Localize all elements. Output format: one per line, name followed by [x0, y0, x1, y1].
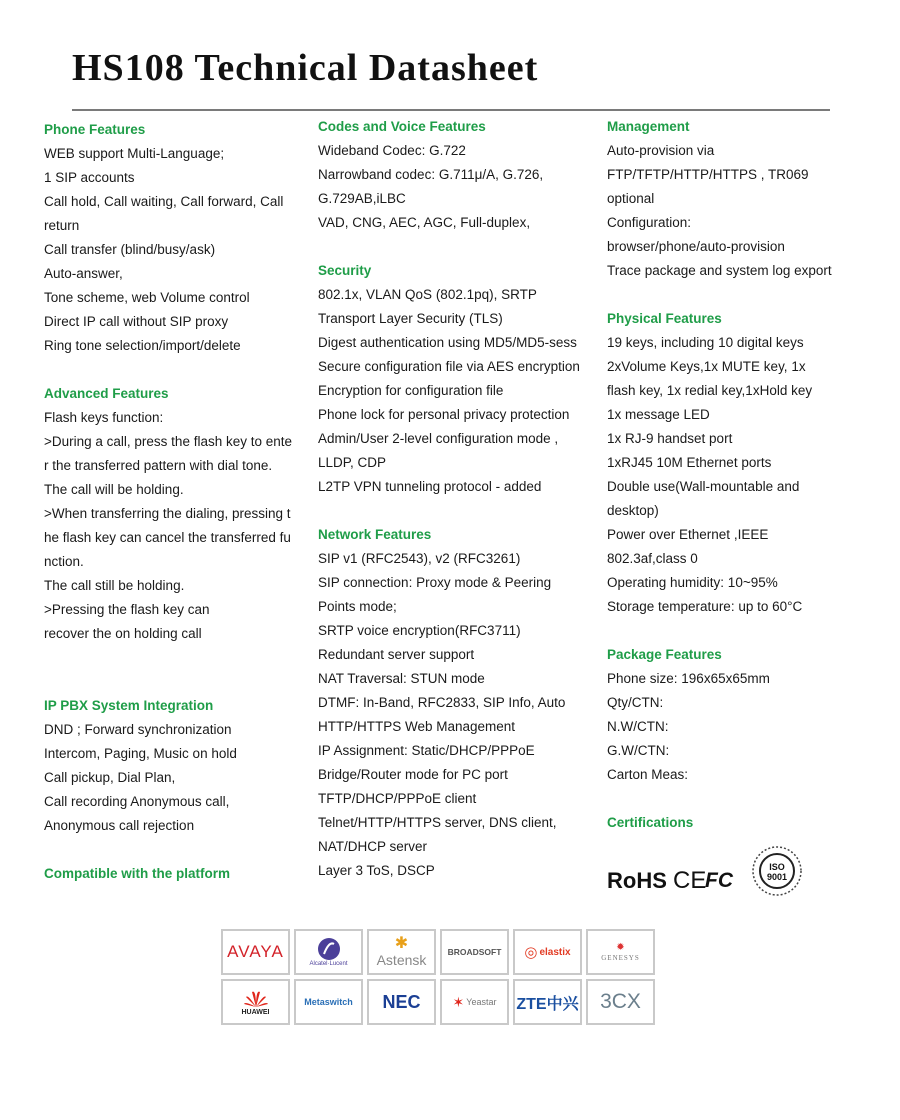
section-compatible-platform: [44, 862, 306, 886]
section-title: Compatible with the platform: [44, 866, 231, 881]
list-item: Power over Ethernet ,IEEE: [607, 527, 769, 542]
iso-number: 9001: [766, 872, 788, 882]
list-item: 1x message LED: [607, 407, 710, 422]
list-item: Qty/CTN:: [607, 695, 664, 710]
section-title: Network Features: [318, 527, 432, 542]
list-item: Redundant server support: [318, 647, 475, 662]
list-item: HTTP/HTTPS Web Management: [318, 719, 516, 734]
list-item: Auto-answer,: [44, 266, 123, 281]
column-2: [318, 115, 596, 883]
list-item: L2TP VPN tunneling protocol - added: [318, 479, 542, 494]
list-item: Double use(Wall-mountable and: [607, 479, 800, 494]
list-item: Call transfer (blind/busy/ask): [44, 242, 216, 257]
nec-logo-text: NEC: [382, 991, 421, 1012]
alcatel-lucent-logo-text: Alcatel·Lucent: [309, 961, 348, 967]
logo-row: [221, 979, 661, 1025]
list-item: Wideband Codec: G.722: [318, 143, 466, 158]
list-item: >Pressing the flash key can: [44, 602, 210, 617]
list-item: The call still be holding.: [44, 578, 185, 593]
list-item: Phone lock for personal privacy protection: [318, 407, 570, 422]
list-item: >When transferring the dialing, pressing t: [44, 506, 291, 521]
list-item: Transport Layer Security (TLS): [318, 311, 503, 326]
elastix-swirl-icon: ◎: [524, 944, 538, 961]
asterisk-logo-text: Astensk: [376, 952, 427, 968]
section-title: IP PBX System Integration: [44, 698, 214, 713]
huawei-logo: [221, 979, 290, 1025]
logo-row: [221, 929, 661, 975]
section-network-features: [318, 523, 596, 883]
list-item: G.729AB,iLBC: [318, 191, 406, 206]
section-title: Security: [318, 263, 372, 278]
platform-logo-grid: [221, 929, 661, 1029]
section-physical-features: [607, 307, 857, 619]
list-item: Layer 3 ToS, DSCP: [318, 863, 435, 878]
alcatel-lucent-logo: [294, 929, 363, 975]
page-title: HS108 Technical Datasheet: [72, 47, 539, 89]
list-item: Operating humidity: 10~95%: [607, 575, 778, 590]
certification-marks: [607, 846, 817, 896]
broadsoft-logo: [440, 929, 509, 975]
section-advanced-features: [44, 382, 306, 646]
zte-logo-text: ZTE中兴: [516, 995, 579, 1013]
section-title: Phone Features: [44, 122, 146, 137]
section-title: Advanced Features: [44, 386, 169, 401]
nec-logo: [367, 979, 436, 1025]
list-item: NAT Traversal: STUN mode: [318, 671, 485, 686]
yeastar-star-icon: ✶: [452, 993, 465, 1010]
list-item: optional: [607, 191, 655, 206]
genesys-logo: [586, 929, 655, 975]
list-item: recover the on holding call: [44, 626, 202, 641]
list-item: Auto-provision via: [607, 143, 715, 158]
avaya-logo-text: AVAYA: [227, 942, 284, 961]
list-item: Narrowband codec: G.711μ/A, G.726,: [318, 167, 544, 182]
3cx-logo: [586, 979, 655, 1025]
iso-9001-seal-icon: [753, 847, 801, 895]
list-item: Phone size: 196x65x65mm: [607, 671, 770, 686]
section-title: Codes and Voice Features: [318, 119, 486, 134]
iso-label: ISO: [769, 862, 785, 872]
column-3: [607, 115, 857, 835]
list-item: Tone scheme, web Volume control: [44, 290, 250, 305]
ce-mark-logo: CE: [673, 867, 707, 894]
yeastar-logo: [440, 979, 509, 1025]
certification-logos-icon: [607, 846, 817, 896]
list-item: Flash keys function:: [44, 410, 164, 425]
list-item: Configuration:: [607, 215, 692, 230]
alcatel-lucent-icon: [317, 937, 341, 961]
list-item: Ring tone selection/import/delete: [44, 338, 241, 353]
list-item: Carton Meas:: [607, 767, 689, 782]
asterisk-star-icon: ✱: [394, 935, 409, 952]
list-item: DTMF: In-Band, RFC2833, SIP Info, Auto: [318, 695, 566, 710]
huawei-petals-icon: [243, 989, 269, 1009]
title-divider: [72, 109, 830, 111]
list-item: VAD, CNG, AEC, AGC, Full-duplex,: [318, 215, 531, 230]
list-item: Secure configuration file via AES encryption: [318, 359, 580, 374]
section-phone-features: [44, 118, 306, 358]
list-item: Bridge/Router mode for PC port: [318, 767, 508, 782]
list-item: desktop): [607, 503, 659, 518]
fcc-logo: FC: [705, 869, 733, 892]
elastix-logo: [513, 929, 582, 975]
list-item: flash key, 1x redial key,1xHold key: [607, 383, 813, 398]
list-item: Storage temperature: up to 60°C: [607, 599, 803, 614]
list-item: 1 SIP accounts: [44, 170, 135, 185]
list-item: nction.: [44, 554, 84, 569]
list-item: Admin/User 2-level configuration mode ,: [318, 431, 559, 446]
list-item: G.W/CTN:: [607, 743, 670, 758]
list-item: >During a call, press the flash key to ente: [44, 434, 293, 449]
list-item: r the transferred pattern with dial tone.: [44, 458, 273, 473]
yeastar-logo-text: Yeastar: [466, 997, 497, 1007]
section-title: Certifications: [607, 815, 694, 830]
list-item: TFTP/DHCP/PPPoE client: [318, 791, 477, 806]
list-item: DND ; Forward synchronization: [44, 722, 232, 737]
metaswitch-logo-text: Metaswitch: [304, 997, 353, 1007]
list-item: SIP connection: Proxy mode & Peering: [318, 575, 552, 590]
metaswitch-logo: [294, 979, 363, 1025]
list-item: Call hold, Call waiting, Call forward, Call: [44, 194, 284, 209]
section-management: [607, 115, 857, 283]
list-item: Encryption for configuration file: [318, 383, 504, 398]
column-1: [44, 115, 306, 886]
rohs-logo: RoHS: [607, 868, 667, 893]
list-item: 1xRJ45 10M Ethernet ports: [607, 455, 772, 470]
list-item: Intercom, Paging, Music on hold: [44, 746, 237, 761]
genesys-flame-icon: ✹: [616, 942, 625, 953]
list-item: NAT/DHCP server: [318, 839, 428, 854]
section-title: Physical Features: [607, 311, 722, 326]
elastix-logo-text: elastix: [539, 946, 571, 958]
list-item: 1x RJ-9 handset port: [607, 431, 733, 446]
list-item: LLDP, CDP: [318, 455, 387, 470]
list-item: Points mode;: [318, 599, 397, 614]
section-certifications: [607, 811, 857, 835]
section-ip-pbx-integration: [44, 694, 306, 838]
list-item: FTP/TFTP/HTTP/HTTPS , TR069: [607, 167, 809, 182]
section-title: Package Features: [607, 647, 722, 662]
3cx-logo-text: 3CX: [600, 990, 641, 1013]
list-item: Digest authentication using MD5/MD5-sess: [318, 335, 577, 350]
genesys-logo-text: GENESYS: [601, 954, 640, 962]
section-security: [318, 259, 596, 499]
list-item: Call recording Anonymous call,: [44, 794, 230, 809]
list-item: browser/phone/auto-provision: [607, 239, 785, 254]
zte-logo: [513, 979, 582, 1025]
list-item: 19 keys, including 10 digital keys: [607, 335, 804, 350]
list-item: 802.1x, VLAN QoS (802.1pq), SRTP: [318, 287, 537, 302]
list-item: Direct IP call without SIP proxy: [44, 314, 229, 329]
list-item: 802.3af,class 0: [607, 551, 698, 566]
list-item: Call pickup, Dial Plan,: [44, 770, 176, 785]
section-package-features: [607, 643, 857, 787]
list-item: 2xVolume Keys,1x MUTE key, 1x: [607, 359, 806, 374]
list-item: SIP v1 (RFC2543), v2 (RFC3261): [318, 551, 521, 566]
huawei-logo-text: HUAWEI: [241, 1008, 270, 1016]
broadsoft-logo-text: BROADSOFT: [447, 947, 502, 957]
list-item: Anonymous call rejection: [44, 818, 195, 833]
list-item: he flash key can cancel the transferred fu: [44, 530, 291, 545]
section-codecs-voice: [318, 115, 596, 235]
list-item: The call will be holding.: [44, 482, 184, 497]
asterisk-logo: [367, 929, 436, 975]
section-title: Management: [607, 119, 690, 134]
list-item: Telnet/HTTP/HTTPS server, DNS client,: [318, 815, 557, 830]
list-item: return: [44, 218, 80, 233]
list-item: N.W/CTN:: [607, 719, 669, 734]
avaya-logo: [221, 929, 290, 975]
list-item: SRTP voice encryption(RFC3711): [318, 623, 521, 638]
list-item: IP Assignment: Static/DHCP/PPPoE: [318, 743, 535, 758]
list-item: Trace package and system log export: [607, 263, 832, 278]
list-item: WEB support Multi-Language;: [44, 146, 225, 161]
